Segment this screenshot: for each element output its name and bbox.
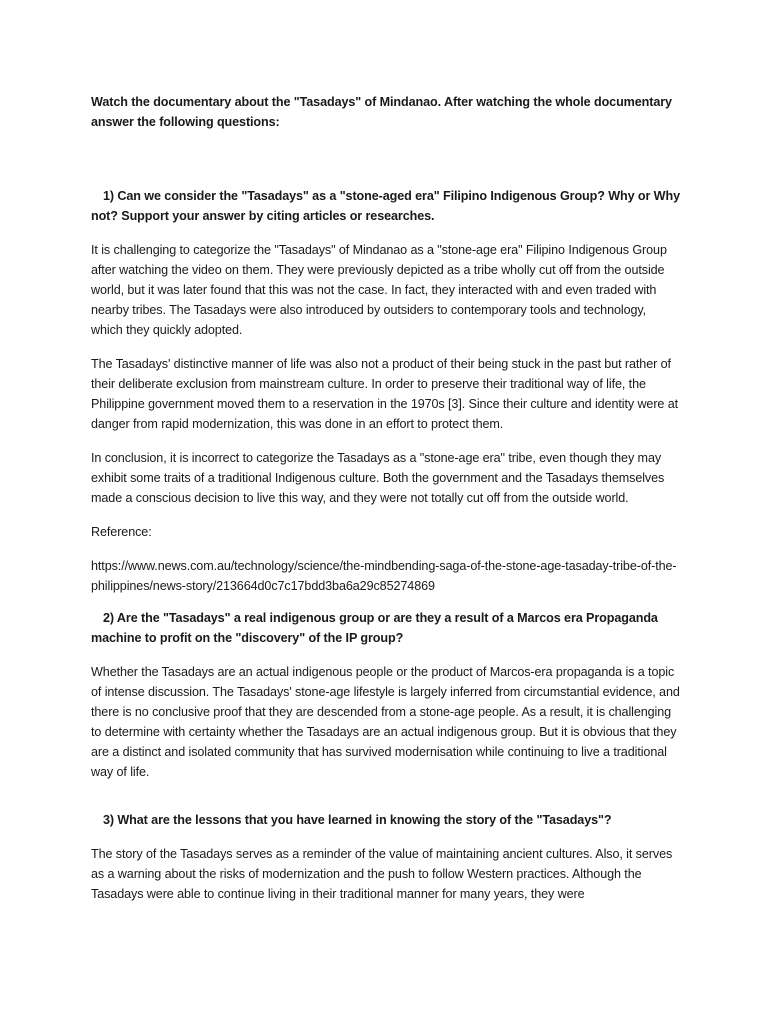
question-1: 1) Can we consider the "Tasadays" as a "stone-aged era" Filipino Indigenous Group? Why or Why not? Support your answer by citing articles or researches. <box>91 189 680 223</box>
answer-2-paragraph-1: Whether the Tasadays are an actual indigenous people or the product of Marcos-era propaganda is a topic of intense discussion. The Tasadays' stone-age lifestyle is largely inferred from circumstantial evidence, and there is no conclusive proof that they are descended from a stone-age people. As a result, it is challenging to determine with certainty whether the Tasadays are an actual indigenous group. But it is obvious that they are a distinct and isolated community that has survived modernisation while continuing to live a traditional way of life. <box>91 665 680 779</box>
instructions-heading: Watch the documentary about the "Tasadays" of Mindanao. After watching the whole documentary answer the following questions: <box>91 95 672 129</box>
question-3: 3) What are the lessons that you have learned in knowing the story of the "Tasadays"? <box>103 813 612 827</box>
answer-1-paragraph-1: It is challenging to categorize the "Tasadays" of Mindanao as a "stone-age era" Filipino Indigenous Group after watching the video on them. They were previously depicted as a tribe wholly cut off from the outside world, but it was later found that this was not the case. In fact, they interacted with and even traded with nearby tribes. The Tasadays were also introduced by outsiders to contemporary tools and technology, which they quickly adopted. <box>91 243 667 337</box>
answer-1-paragraph-2: The Tasadays' distinctive manner of life was also not a product of their being stuck in the past but rather of their deliberate exclusion from mainstream culture. In order to preserve their traditional way of life, the Philippine government moved them to a reservation in the 1970s [3]. Since their culture and identity were at danger from rapid modernization, this was done in an effort to protect them. <box>91 357 679 431</box>
answer-1-paragraph-3: In conclusion, it is incorrect to categorize the Tasadays as a "stone-age era" tribe, even though they may exhibit some traits of a traditional Indigenous culture. Both the government and the Tasadays themselves made a conscious decision to live this way, and they were not totally cut off from the outside world. <box>91 451 665 505</box>
answer-3-paragraph-1: The story of the Tasadays serves as a reminder of the value of maintaining ancient cultures. Also, it serves as a warning about the risks of modernization and the push to follow Western practices. Although the Tasadays were able to continue living in their traditional manner for many years, they were <box>91 847 673 901</box>
reference-label: Reference: <box>91 525 152 539</box>
question-2: 2) Are the "Tasadays" a real indigenous group or are they a result of a Marcos era Propaganda machine to profit on the "discovery" of the IP group? <box>91 611 658 645</box>
reference-url: https://www.news.com.au/technology/science/the-mindbending-saga-of-the-stone-age-tasaday-tribe-of-the-philippines/news-story/213664d0c7c17bdd3ba6a29c85274869 <box>91 559 677 593</box>
